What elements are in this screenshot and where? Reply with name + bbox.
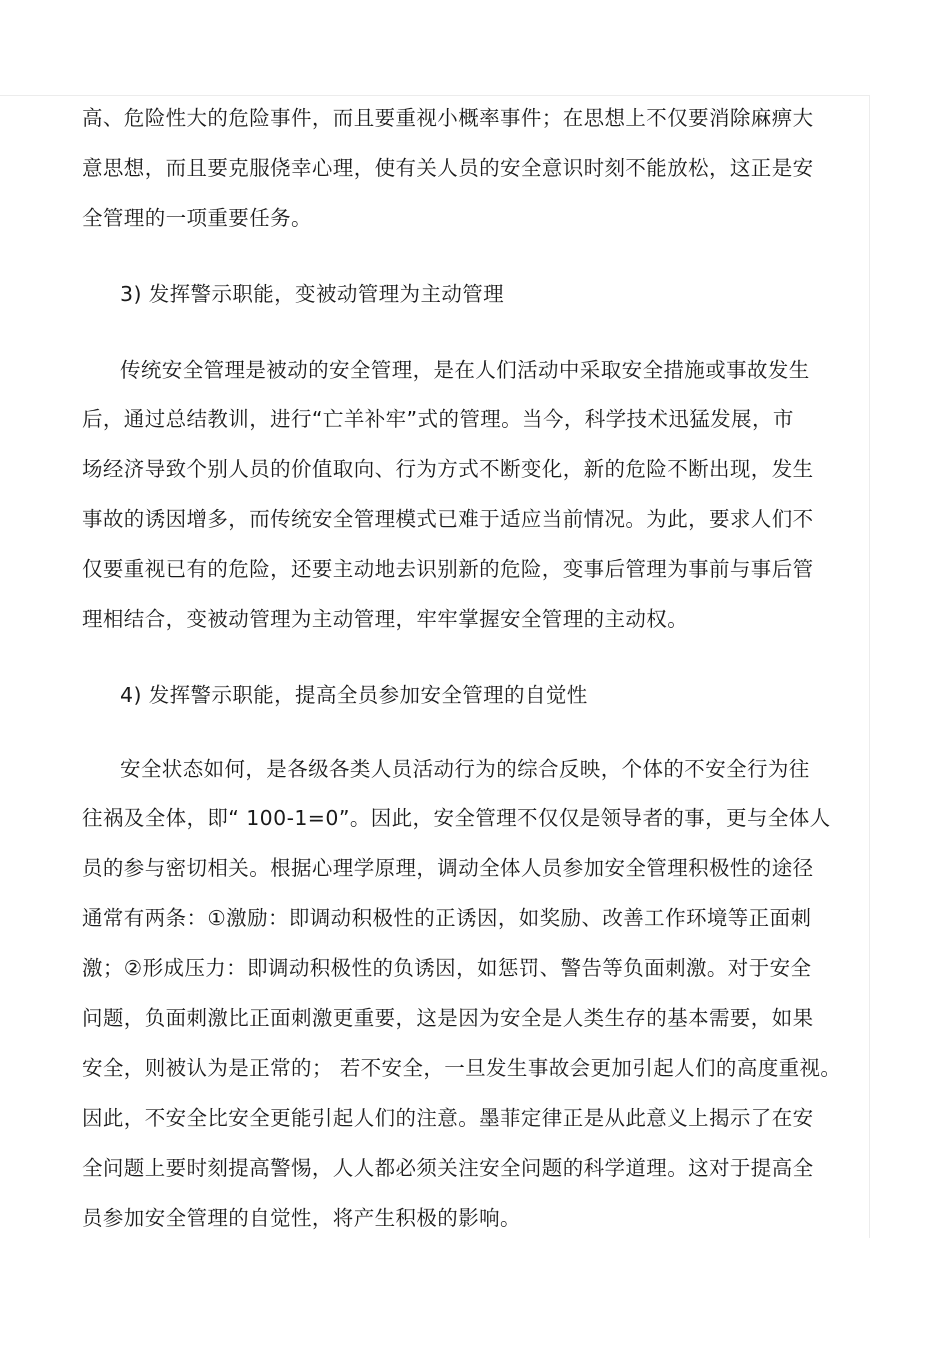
- paragraph-line: 意思想，而且要克服侥幸心理，使有关人员的安全意识时刻不能放松，这正是安: [82, 156, 814, 180]
- section-heading: 4) 发挥警示职能，提高全员参加安全管理的自觉性: [120, 683, 588, 707]
- paragraph-line: 员的参与密切相关。根据心理学原理，调动全体人员参加安全管理积极性的途径: [82, 856, 814, 880]
- paragraph-line: 员参加安全管理的自觉性，将产生积极的影响。: [82, 1206, 521, 1230]
- paragraph-line: 因此，不安全比安全更能引起人们的注意。墨菲定律正是从此意义上揭示了在安: [82, 1106, 814, 1130]
- paragraph-line: 场经济导致个别人员的价值取向、行为方式不断变化，新的危险不断出现，发生: [82, 457, 814, 481]
- section-heading: 3) 发挥警示职能，变被动管理为主动管理: [120, 282, 505, 306]
- paragraph-line: 激；②形成压力：即调动积极性的负诱因，如惩罚、警告等负面刺激。对于安全: [82, 956, 812, 980]
- paragraph-line: 往祸及全体，即“ 100-1=0”。因此，安全管理不仅仅是领导者的事，更与全体人: [82, 806, 831, 830]
- paragraph-line: 传统安全管理是被动的安全管理，是在人们活动中采取安全措施或事故发生: [120, 358, 810, 382]
- paragraph-line: 事故的诱因增多，而传统安全管理模式已难于适应当前情况。为此，要求人们不: [82, 507, 814, 531]
- paragraph-line: 后，通过总结教训，进行“亡羊补牢”式的管理。当今，科学技术迅猛发展，市: [82, 407, 794, 431]
- paragraph-line: 全问题上要时刻提高警惕，人人都必须关注安全问题的科学道理。这对于提高全: [82, 1156, 814, 1180]
- paragraph-line: 全管理的一项重要任务。: [82, 206, 312, 230]
- paragraph-line: 高、危险性大的危险事件，而且要重视小概率事件；在思想上不仅要消除麻痹大: [82, 106, 814, 130]
- paragraph-line: 通常有两条：①激励：即调动积极性的正诱因，如奖励、改善工作环境等正面刺: [82, 906, 812, 930]
- paragraph-line: 理相结合，变被动管理为主动管理，牢牢掌握安全管理的主动权。: [82, 607, 689, 631]
- paragraph-line: 安全状态如何，是各级各类人员活动行为的综合反映，个体的不安全行为往: [120, 757, 810, 781]
- paragraph-line: 问题，负面刺激比正面刺激更重要，这是因为安全是人类生存的基本需要，如果: [82, 1006, 814, 1030]
- paragraph-line: 安全，则被认为是正常的； 若不安全，一旦发生事故会更加引起人们的高度重视。: [82, 1056, 842, 1080]
- paragraph-line: 仅要重视已有的危险，还要主动地去识别新的危险，变事后管理为事前与事后管: [82, 557, 814, 581]
